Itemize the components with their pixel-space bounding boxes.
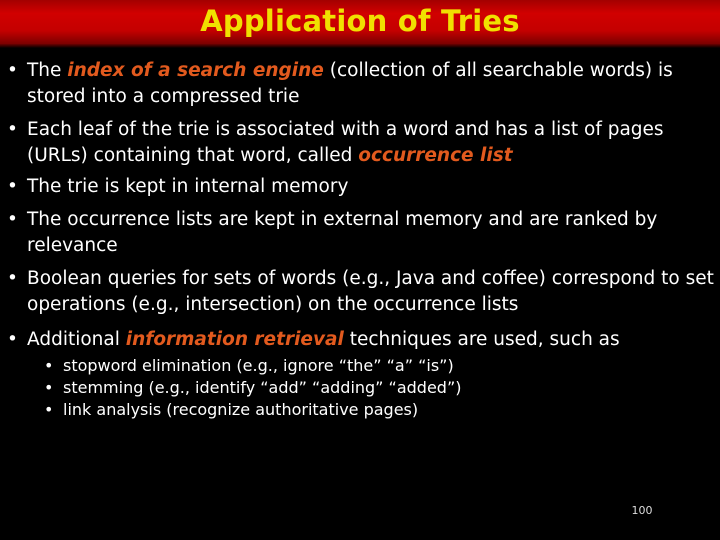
sub-bullet-item xyxy=(27,355,716,377)
bullet-list xyxy=(0,58,716,421)
bullet-highlight: index of a search engine xyxy=(67,60,324,81)
bullet-text: The xyxy=(27,60,68,81)
bullet-item xyxy=(0,58,716,110)
bullet-dot-icon: • xyxy=(44,400,54,419)
sub-bullet-text: link analysis (recognize authoritative pages) xyxy=(63,400,419,419)
bullet-text: techniques are used, such as xyxy=(343,329,620,350)
sub-bullet-text: stemming (e.g., identify “add” “adding” “added”) xyxy=(63,378,462,397)
bullet-dot-icon: • xyxy=(7,60,18,81)
bullet-text: The occurrence lists are kept in external memory and are ranked by relevance xyxy=(27,209,658,256)
bullet-item xyxy=(0,266,716,318)
slide-title: Application of Tries xyxy=(200,4,520,38)
bullet-item xyxy=(0,117,716,169)
bullet-item xyxy=(0,207,716,259)
bullet-item xyxy=(0,174,716,200)
bullet-dot-icon: • xyxy=(7,176,18,197)
bullet-item xyxy=(0,327,716,421)
bullet-highlight: occurrence list xyxy=(358,145,513,166)
sub-bullet-item xyxy=(27,377,716,399)
title-bar xyxy=(0,0,720,44)
sub-bullet-item xyxy=(27,399,716,421)
bullet-text: Each leaf of the trie is associated with a word and has a list of pages (URLs) containing that word, called xyxy=(27,119,664,166)
sub-bullet-text: stopword elimination (e.g., ignore “the” “a” “is”) xyxy=(63,356,454,375)
page-number: 100 xyxy=(631,504,653,517)
bullet-dot-icon: • xyxy=(7,119,18,140)
bullet-text: The trie is kept in internal memory xyxy=(27,176,349,197)
bullet-dot-icon: • xyxy=(7,209,18,230)
bullet-text: Boolean queries for sets of words (e.g., Java and coffee) correspond to set operations (e.g., intersection) on the occurrence lists xyxy=(27,268,714,315)
bullet-highlight: information retrieval xyxy=(125,329,344,350)
bullet-dot-icon: • xyxy=(7,329,18,350)
bullet-dot-icon: • xyxy=(44,356,54,375)
bullet-dot-icon: • xyxy=(7,268,18,289)
bullet-text: (collection of all searchable words) is stored into a compressed trie xyxy=(27,60,673,107)
bullet-text: Additional xyxy=(27,329,126,350)
sub-bullet-list xyxy=(27,355,716,421)
bullet-dot-icon: • xyxy=(44,378,54,397)
